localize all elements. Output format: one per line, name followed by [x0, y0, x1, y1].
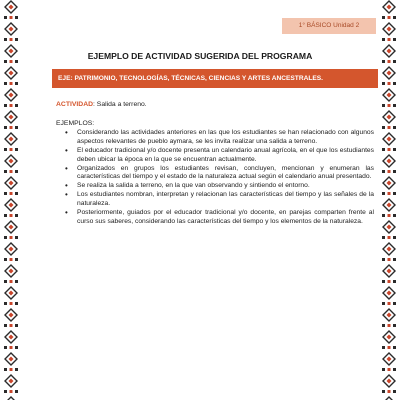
list-item: • El educador tradicional y/o docente presenta un calendario anual agrícola, en el que los estudiantes deben ubicar la época en la que se encuentran actualmente. — [64, 147, 374, 164]
list-item: • Considerando las actividades anteriores en las que los estudiantes se han relacionado con algunos aspectos relevantes de pueblo aymara, se les invita realizar una salida a terreno. — [64, 129, 374, 146]
list-item: • Posteriormente, guiados por el educador tradicional y/o docente, en parejas comparten frente al curso sus saberes, considerando las características del tiempo y los elementos de la naturaleza. — [64, 209, 374, 226]
pattern-motif-icon — [380, 374, 398, 396]
unit-tab: 1° BÁSICO Unidad 2 — [282, 18, 376, 34]
pattern-motif-icon — [2, 176, 20, 198]
pattern-motif-icon — [380, 352, 398, 374]
pattern-motif-icon — [2, 22, 20, 44]
pattern-motif-icon — [380, 22, 398, 44]
pattern-motif-icon — [380, 132, 398, 154]
pattern-motif-icon — [380, 0, 398, 22]
activity-separator: : — [93, 101, 95, 108]
pattern-motif-icon — [2, 352, 20, 374]
decorative-border-left — [0, 0, 22, 400]
pattern-motif-icon — [2, 286, 20, 308]
pattern-motif-icon — [2, 110, 20, 132]
pattern-motif-icon — [380, 110, 398, 132]
pattern-motif-icon — [380, 286, 398, 308]
pattern-motif-icon — [2, 242, 20, 264]
pattern-motif-icon — [2, 66, 20, 88]
list-item: • Organizados en grupos los estudiantes revisan, concluyen, mencionan y enumeran las características del tiempo y el estado de la naturaleza actual según el calendario anual presentado. — [64, 165, 374, 182]
decorative-border-right — [378, 0, 400, 400]
pattern-motif-icon — [380, 176, 398, 198]
list-item: • Los estudiantes nombran, interpretan y relacionan las características del tiempo y las señales de la naturaleza. — [64, 191, 374, 208]
pattern-motif-icon — [380, 308, 398, 330]
activity-label: ACTIVIDAD — [56, 101, 94, 108]
pattern-motif-icon — [2, 330, 20, 352]
pattern-motif-icon — [380, 198, 398, 220]
pattern-motif-icon — [2, 154, 20, 176]
pattern-motif-icon — [380, 88, 398, 110]
pattern-motif-icon — [2, 396, 20, 400]
pattern-motif-icon — [2, 374, 20, 396]
pattern-motif-icon — [380, 242, 398, 264]
pattern-motif-icon — [380, 154, 398, 176]
examples-label: EJEMPLOS: — [56, 120, 95, 127]
pattern-motif-icon — [380, 44, 398, 66]
activity-value: Salida a terreno. — [94, 101, 147, 108]
pattern-motif-icon — [2, 264, 20, 286]
pattern-motif-icon — [2, 132, 20, 154]
examples-list — [64, 129, 374, 227]
pattern-motif-icon — [2, 88, 20, 110]
pattern-motif-icon — [380, 396, 398, 400]
page-title: EJEMPLO DE ACTIVIDAD SUGERIDA DEL PROGRAMA — [87, 51, 313, 61]
pattern-motif-icon — [380, 330, 398, 352]
pattern-motif-icon — [380, 66, 398, 88]
activity-line — [56, 101, 147, 108]
axis-banner: EJE: PATRIMONIO, TECNOLOGÍAS, TÉCNICAS, CIENCIAS Y ARTES ANCESTRALES. — [52, 69, 378, 88]
pattern-motif-icon — [2, 44, 20, 66]
pattern-motif-icon — [380, 220, 398, 242]
list-item: • Se realiza la salida a terreno, en la que van observando y sintiendo el entorno. — [64, 182, 374, 191]
pattern-motif-icon — [2, 198, 20, 220]
pattern-motif-icon — [2, 0, 20, 22]
pattern-motif-icon — [2, 220, 20, 242]
pattern-motif-icon — [2, 308, 20, 330]
pattern-motif-icon — [380, 264, 398, 286]
